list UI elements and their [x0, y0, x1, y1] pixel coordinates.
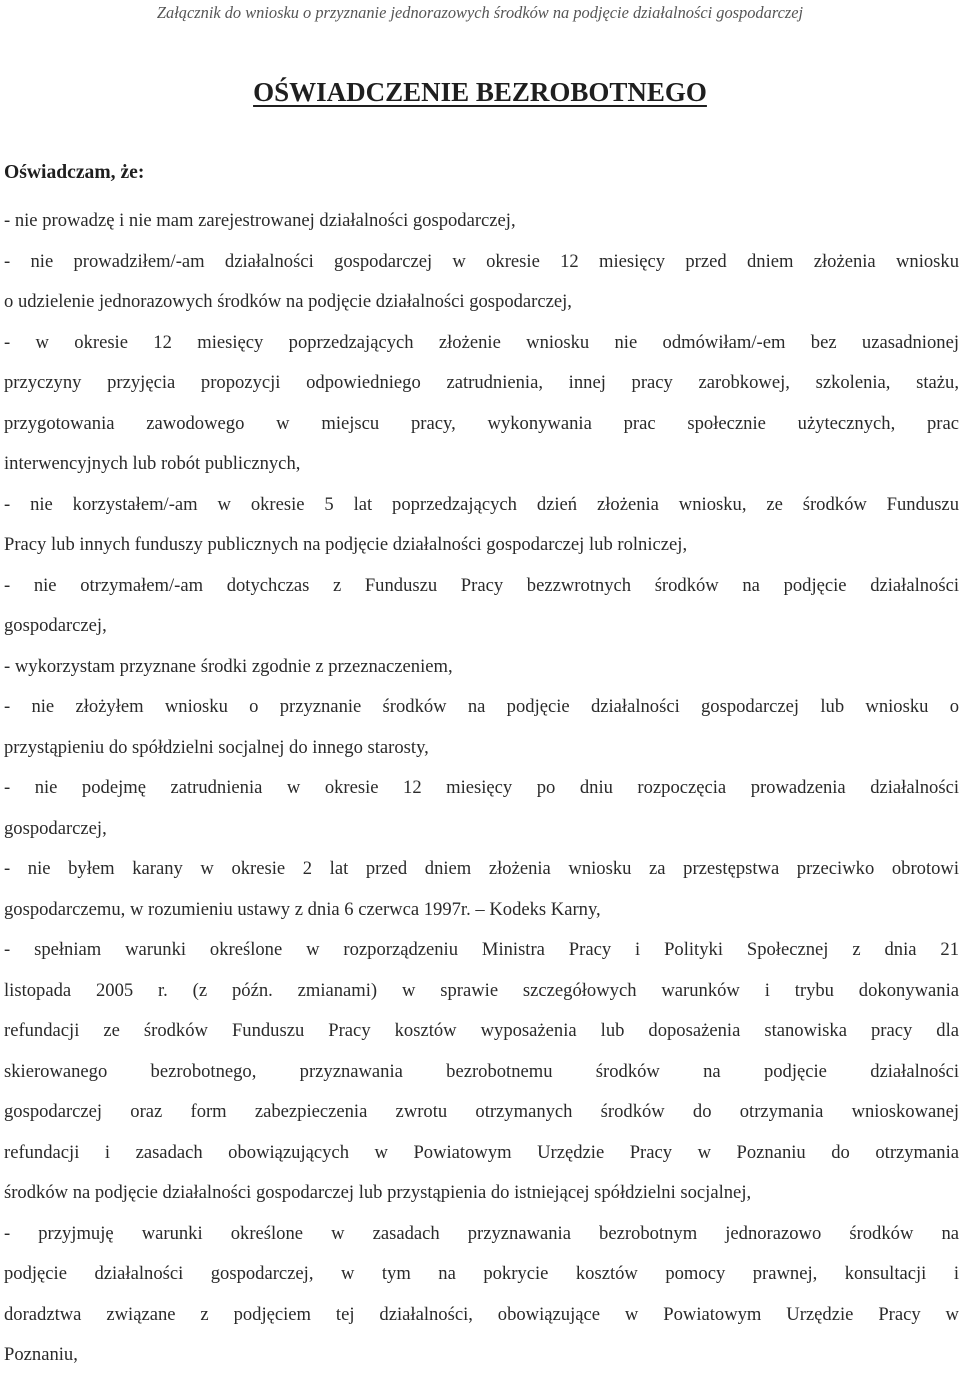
declaration-line: refundacji ze środków Funduszu Pracy kosztów wyposażenia lub doposażenia stanowiska pracy dla [4, 1020, 959, 1041]
declaration-line: - wykorzystam przyznane środki zgodnie z przeznaczeniem, [4, 655, 453, 677]
declaration-line: gospodarczej, [4, 615, 107, 636]
declaration-line: gospodarczej oraz form zabezpieczenia zwrotu otrzymanych środków do otrzymania wnioskowanej [4, 1101, 959, 1122]
declaration-line: gospodarczej, [4, 817, 107, 839]
declaration-line: - nie korzystałem/-am w okresie 5 lat poprzedzających dzień złożenia wniosku, ze środków Funduszu [4, 493, 959, 515]
declaration-line: o udzielenie jednorazowych środków na podjęcie działalności gospodarczej, [4, 291, 572, 312]
declaration-line: - przyjmuję warunki określone w zasadach przyznawania bezrobotnym jednorazowo środków na [4, 1222, 959, 1244]
declaration-line: przystąpieniu do spółdzielni socjalnej do innego starosty, [4, 736, 429, 758]
declaration-line: gospodarczemu, w rozumieniu ustawy z dnia 6 czerwca 1997r. – Kodeks Karny, [4, 898, 601, 920]
declaration-line: - nie prowadzę i nie mam zarejestrowanej działalności gospodarczej, [4, 210, 516, 231]
declaration-line: - nie prowadziłem/-am działalności gospodarczej w okresie 12 miesięcy przed dniem złożenia wniosku [4, 250, 959, 272]
declaration-line: - w okresie 12 miesięcy poprzedzających złożenie wniosku nie odmówiłam/-em bez uzasadnionej [4, 331, 959, 353]
declaration-line: - nie otrzymałem/-am dotychczas z Funduszu Pracy bezzwrotnych środków na podjęcie działalności [4, 574, 959, 596]
declaration-line: doradztwa związane z podjęciem tej działalności, obowiązujące w Powiatowym Urzędzie Pracy w [4, 1303, 959, 1325]
declaration-line: - nie byłem karany w okresie 2 lat przed dniem złożenia wniosku za przestępstwa przeciwko obrotowi [4, 858, 959, 879]
declaration-line: - nie złożyłem wniosku o przyznanie środków na podjęcie działalności gospodarczej lub wniosku o [4, 696, 959, 717]
declaration-line: skierowanego bezrobotnego, przyznawania bezrobotnemu środków na podjęcie działalności [4, 1060, 959, 1082]
declaration-line: przyczyny przyjęcia propozycji odpowiedniego zatrudnienia, innej pracy zarobkowej, szkolenia, stażu, [4, 372, 959, 393]
declaration-line: podjęcie działalności gospodarczej, w tym na pokrycie kosztów pomocy prawnej, konsultacji i [4, 1263, 959, 1284]
declaration-line: środków na podjęcie działalności gospodarczej lub przystąpienia do istniejącej spółdzielni socjalnej, [4, 1182, 752, 1203]
declaration-line: refundacji i zasadach obowiązujących w Powiatowym Urzędzie Pracy w Poznaniu do otrzymania [4, 1141, 959, 1163]
declaration-line: Pracy lub innych funduszy publicznych na podjęcie działalności gospodarczej lub rolniczej, [4, 534, 688, 555]
document-title: OŚWIADCZENIE BEZROBOTNEGO [253, 77, 707, 107]
declaration-line: interwencyjnych lub robót publicznych, [4, 453, 301, 474]
declaration-line: listopada 2005 r. (z późn. zmianami) w sprawie szczegółowych warunków i trybu dokonywania [4, 979, 959, 1001]
declaration-line: - nie podejmę zatrudnienia w okresie 12 miesięcy po dniu rozpoczęcia prowadzenia działalności [4, 777, 959, 798]
declaration-line: Poznaniu, [4, 1344, 78, 1365]
declaration-intro: Oświadczam, że: [4, 162, 145, 183]
declaration-line: przygotowania zawodowego w miejscu pracy, wykonywania prac społecznie użytecznych, prac [4, 412, 959, 434]
declaration-body [4, 201, 959, 1376]
declaration-line: - spełniam warunki określone w rozporządzeniu Ministra Pracy i Polityki Społecznej z dnia 21 [4, 939, 959, 960]
attachment-header-note: Załącznik do wniosku o przyznanie jednorazowych środków na podjęcie działalności gospodarczej [156, 3, 804, 22]
